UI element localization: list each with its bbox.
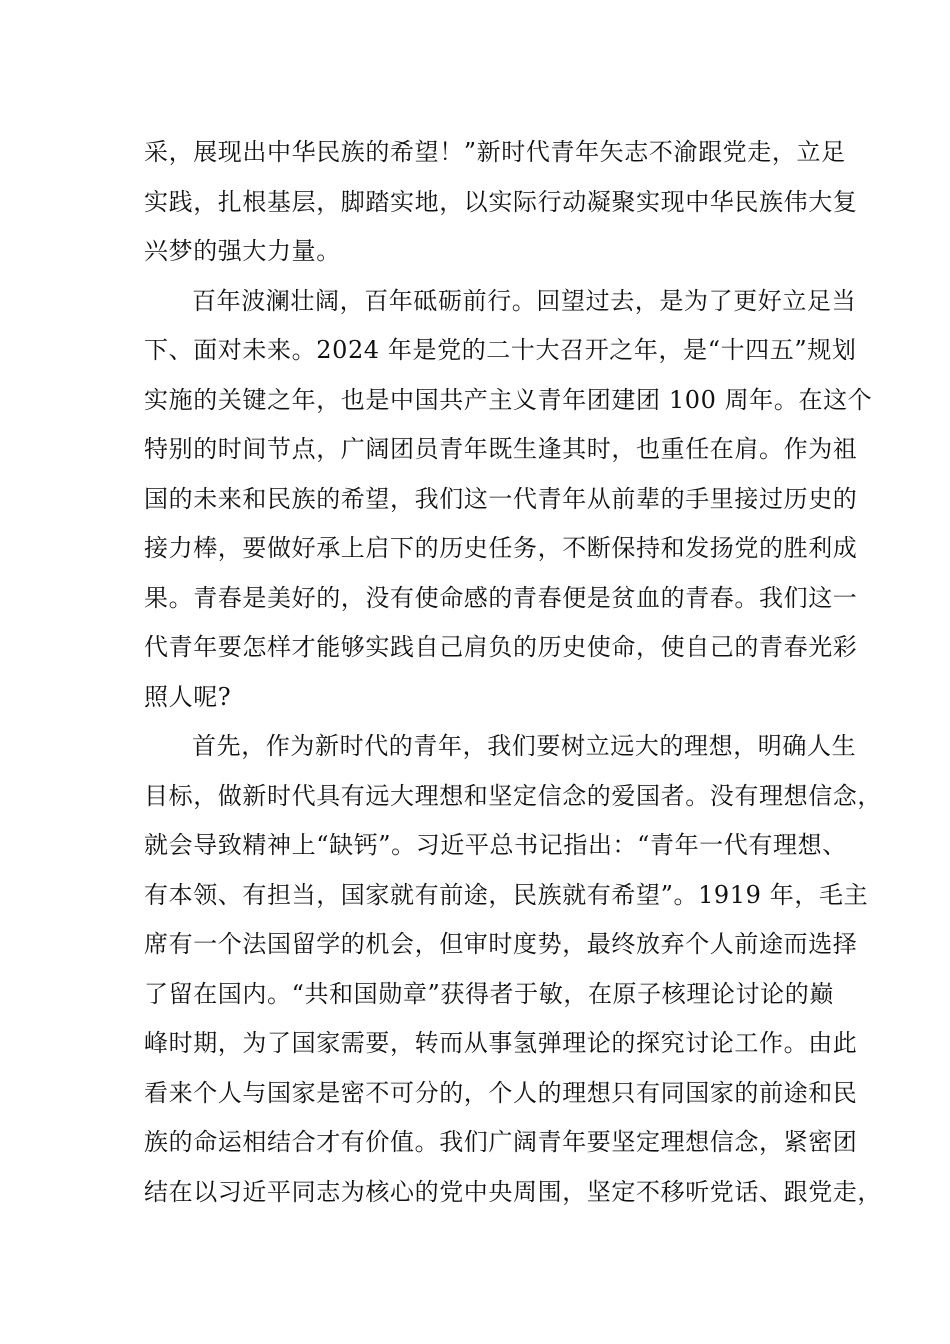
text-line: 照人呢?: [144, 682, 232, 711]
text-line: 就会导致精神上“缺钙”。习近平总书记指出：“青年一代有理想、: [144, 831, 847, 859]
text-line: 兴梦的强大力量。: [144, 237, 341, 265]
text-line: 代青年要怎样才能够实践自己肩负的历史使命，使自己的青春光彩: [144, 633, 858, 661]
text-line: 有本领、有担当，国家就有前途，民族就有希望”。1919 年，毛主: [144, 880, 869, 909]
text-line: 族的命运相结合才有价值。我们广阔青年要坚定理想信念，紧密团: [144, 1128, 858, 1156]
document-body: [144, 128, 882, 1217]
text-line: 接力棒，要做好承上启下的历史任务，不断保持和发扬党的胜利成: [144, 534, 858, 562]
text-line: 首先，作为新时代的青年，我们要树立远大的理想，明确人生: [192, 732, 857, 760]
text-line: 了留在国内。“共和国勋章”获得者于敏，在原子核理论讨论的巅: [144, 979, 834, 1008]
text-line: 特别的时间节点，广阔团员青年既生逢其时，也重任在肩。作为祖: [144, 435, 858, 463]
text-line: 国的未来和民族的希望，我们这一代青年从前辈的手里接过历史的: [144, 484, 858, 513]
text-line: 采，展现出中华民族的希望！”新时代青年矢志不渝跟党走，立足: [144, 138, 846, 166]
text-line: 席有一个法国留学的机会，但审时度势，最终放弃个人前途而选择: [144, 930, 858, 958]
paragraph-p2: [144, 277, 873, 723]
paragraph-p3: [144, 722, 882, 1217]
text-line: 结在以习近平同志为核心的党中央周围，坚定不移听党话、跟党走，: [144, 1177, 882, 1206]
text-line: 果。青春是美好的，没有使命感的青春便是贫血的青春。我们这一: [144, 583, 858, 612]
text-line: 峰时期，为了国家需要，转而从事氢弹理论的探究讨论工作。由此: [144, 1029, 858, 1057]
paragraph-p1: [144, 128, 858, 277]
text-line: 实施的关键之年，也是中国共产主义青年团建团 100 周年。在这个: [144, 385, 873, 414]
text-line: 百年波澜壮阔，百年砥砺前行。回望过去，是为了更好立足当: [192, 286, 857, 315]
text-line: 看来个人与国家是密不可分的，个人的理想只有同国家的前途和民: [144, 1078, 858, 1107]
text-line: 实践，扎根基层，脚踏实地，以实际行动凝聚实现中华民族伟大复: [144, 187, 858, 216]
text-line: 目标，做新时代具有远大理想和坚定信念的爱国者。没有理想信念，: [144, 781, 882, 810]
text-line: 下、面对未来。2024 年是党的二十大召开之年，是“十四五”规划: [144, 336, 857, 364]
